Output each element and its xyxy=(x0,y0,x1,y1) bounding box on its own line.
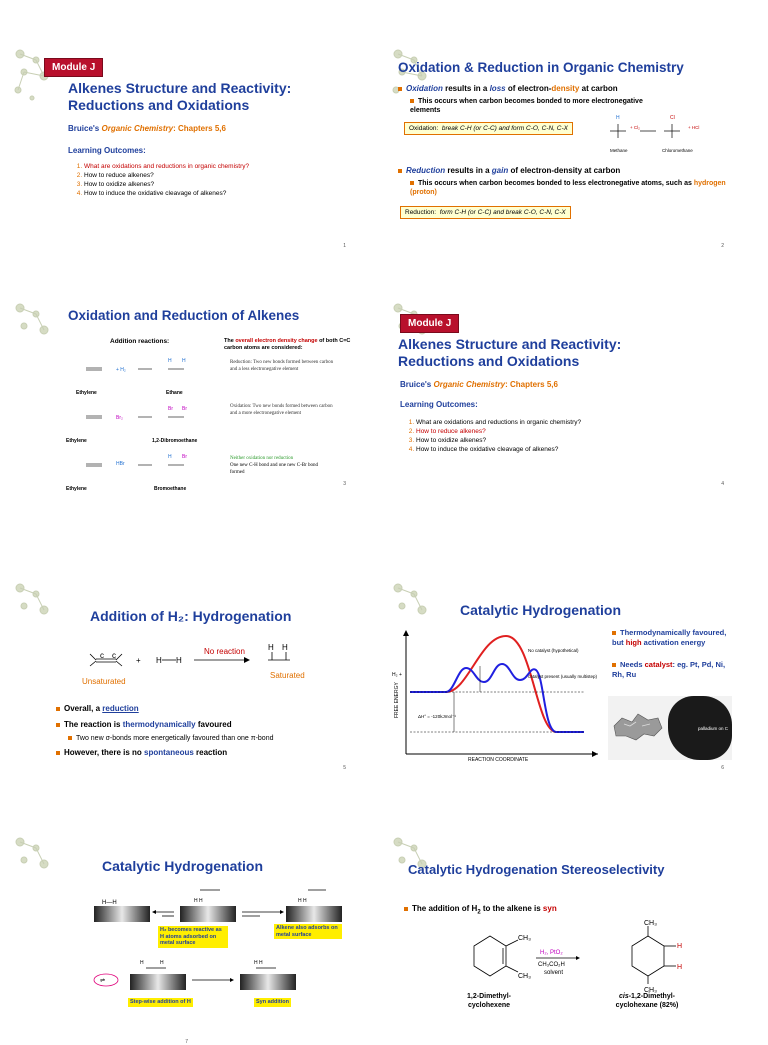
svg-text:c: c xyxy=(100,651,104,660)
slide-title: Catalytic Hydrogenation xyxy=(460,602,622,618)
reduction-sub-bullet: This occurs when carbon becomes bonded to less electronegative atoms, such as hydrogen (proton) xyxy=(410,180,726,196)
oxidation-definition-box: Oxidation: break C-H (or C-C) and form C-O, C-N, C-X xyxy=(404,122,573,135)
no-catalyst-label: No catalyst (hypothetical) xyxy=(528,648,579,653)
svg-text:Br: Br xyxy=(168,406,173,412)
sigma-pi-sub-bullet: Two new σ-bonds more energetically favoured than one π-bond xyxy=(68,734,274,744)
reduction-bullet: Overall, a reduction xyxy=(56,704,139,714)
slide-title: Catalytic Hydrogenation Stereoselectivity xyxy=(408,862,665,877)
svg-text:+ HCl: + HCl xyxy=(688,125,700,130)
ch3-label: CH₃ xyxy=(644,987,657,994)
module-badge: Module J xyxy=(400,314,459,333)
product-name: cis-1,2-Dimethyl- cyclohexane (82%) xyxy=(615,993,679,1009)
svg-text:+ Cl₂: + Cl₂ xyxy=(630,125,640,130)
neither-detail: One new C-H bond and one new C-Br bond formed xyxy=(230,463,319,475)
title-line-2: Reductions and Oxidations xyxy=(68,97,250,113)
ch3-label: CH₃ xyxy=(518,935,531,942)
learning-outcomes-heading: Learning Outcomes: xyxy=(400,400,478,409)
thermodynamic-bullet: The reaction is thermodynamically favoured xyxy=(56,720,232,730)
alkene-adsorption-note: Alkene also adsorbs on metal surface xyxy=(274,924,342,939)
svg-text:Br: Br xyxy=(182,406,187,412)
svg-text:H H: H H xyxy=(298,898,307,904)
svg-text:⇌: ⇌ xyxy=(100,978,106,984)
solvent-label: solvent xyxy=(544,970,564,976)
photo-label: palladium on C xyxy=(697,726,728,731)
outcome-item: 4. How to induce the oxidative cleavage of alkenes? xyxy=(416,445,581,454)
thermodynamic-bullet: Thermodynamically favoured, but high activation energy xyxy=(612,628,727,647)
metal-chunk-image xyxy=(608,696,668,760)
slide-title xyxy=(68,80,291,114)
reduction-link[interactable]: reduction xyxy=(102,704,139,713)
svg-text:H: H xyxy=(160,960,164,966)
oxidation-note: Oxidation: Two new bonds formed between carbon and a more electronegative element xyxy=(230,404,333,416)
slide-title: Catalytic Hydrogenation xyxy=(102,858,264,874)
title-line-2: Reductions and Oxidations xyxy=(398,353,580,369)
slide-title: Oxidation & Reduction in Organic Chemistry xyxy=(398,60,684,75)
slide-3 xyxy=(6,296,358,511)
reduction-note: Reduction: Two new bonds formed between carbon and a less electronegative element xyxy=(230,360,334,372)
stepwise-addition-note: Step-wise addition of H xyxy=(130,999,191,1005)
saturated-label: Saturated xyxy=(270,671,305,680)
title-line-1: Alkenes Structure and Reactivity: xyxy=(398,336,622,352)
slide-5 xyxy=(6,576,358,791)
learning-outcomes-list xyxy=(68,162,249,198)
svg-text:H: H xyxy=(616,115,620,121)
y-axis-label: FREE ENERGY xyxy=(394,682,400,718)
module-badge: Module J xyxy=(44,58,103,77)
slide-7 xyxy=(6,830,358,1045)
outcome-item: 1. What are oxidations and reductions in organic chemistry? xyxy=(416,418,581,427)
oxidation-bullet: Oxidation results in a loss of electron-density at carbon xyxy=(398,84,618,94)
slide-1 xyxy=(6,42,358,257)
page-number: 1 xyxy=(343,243,346,249)
hh-molecule: H—H xyxy=(102,900,117,906)
slide-title xyxy=(398,336,621,370)
enthalpy-label: ΔH° = -120kJmol⁻¹ xyxy=(418,714,456,719)
h-label: H xyxy=(677,943,683,950)
svg-text:H: H xyxy=(176,656,182,665)
svg-text:H: H xyxy=(282,643,288,652)
no-reaction-label: No reaction xyxy=(204,647,245,656)
slide-8 xyxy=(384,830,736,1045)
textbook-reference: Bruice's Organic Chemistry: Chapters 5,6 xyxy=(68,124,226,133)
ethylene-label: Ethylene xyxy=(66,486,87,492)
page-number: 7 xyxy=(185,1039,188,1045)
ethane-label: Ethane xyxy=(166,390,183,396)
svg-text:Br₂: Br₂ xyxy=(116,415,123,421)
chloromethane-label: Chloromethane xyxy=(662,148,693,153)
page-number: 4 xyxy=(721,481,724,487)
textbook-reference: Bruice's Organic Chemistry: Chapters 5,6 xyxy=(400,380,558,389)
neither-note: Neither oxidation nor reduction xyxy=(230,456,294,461)
svg-text:+ H₂: + H₂ xyxy=(116,367,126,373)
reduction-bullet: Reduction results in a gain of electron-density at carbon xyxy=(398,166,620,176)
svg-text:H: H xyxy=(182,358,186,364)
svg-text:c: c xyxy=(112,651,116,660)
svg-text:H₂ +: H₂ + xyxy=(392,672,402,678)
catalyst-photo xyxy=(608,696,732,760)
learning-outcomes-list xyxy=(400,418,581,454)
molecule-decoration-icon xyxy=(10,834,80,904)
svg-text:Cl: Cl xyxy=(670,115,675,121)
dibromoethane-label: 1,2-Dibromoethane xyxy=(152,438,198,444)
methane-chlorination-scheme xyxy=(606,110,736,156)
catalyst-bullet: Needs catalyst: eg. Pt, Pd, Ni, Rh, Ru xyxy=(612,660,726,679)
svg-text:Br: Br xyxy=(182,454,187,460)
svg-text:H H: H H xyxy=(194,898,203,904)
learning-outcomes-heading: Learning Outcomes: xyxy=(68,146,146,155)
unsaturated-label: Unsaturated xyxy=(82,677,126,686)
addition-heading: Addition reactions: xyxy=(110,338,170,345)
solvent-label: CH₃CO₂H xyxy=(538,962,565,968)
electron-density-note: The overall electron density change of both C=C carbon atoms are considered: xyxy=(224,338,351,351)
outcome-item: 1. What are oxidations and reductions in organic chemistry? xyxy=(84,162,249,171)
slide-title: Addition of H₂: Hydrogenation xyxy=(90,608,292,624)
h2-adsorption-note: H₂ becomes reactive as H atoms adsorbed on metal surface xyxy=(158,926,228,948)
svg-text:H: H xyxy=(140,960,144,966)
title-line-1: Alkenes Structure and Reactivity: xyxy=(68,80,292,96)
syn-addition-note: Syn addition xyxy=(256,999,289,1005)
svg-text:+: + xyxy=(136,656,141,665)
slide-6 xyxy=(384,576,736,791)
catalyst-present-label: catalyst present (usually multistep) xyxy=(528,674,598,679)
reagent-label: H₂, PtO₂ xyxy=(540,950,563,956)
page-number: 3 xyxy=(343,481,346,487)
page-number: 6 xyxy=(721,765,724,771)
slide-4 xyxy=(384,296,736,511)
svg-text:H H: H H xyxy=(254,960,263,966)
energy-diagram xyxy=(388,630,606,762)
molecule-decoration-icon xyxy=(10,580,80,650)
outcome-item: 4. How to induce the oxidative cleavage of alkenes? xyxy=(84,189,249,198)
outcome-item: 3. How to oxidize alkenes? xyxy=(84,180,249,189)
ethylene-label: Ethylene xyxy=(66,438,87,444)
hydrogenation-equation xyxy=(76,640,326,690)
reactant-name: 1,2-Dimethyl- cyclohexene xyxy=(467,993,511,1009)
page-number: 5 xyxy=(343,765,346,771)
alkene-reactions-scheme xyxy=(66,354,222,494)
svg-text:H: H xyxy=(168,358,172,364)
x-axis-label: REACTION COORDINATE xyxy=(468,757,529,763)
ch3-label: CH₃ xyxy=(518,973,531,980)
bromoethane-label: Bromoethane xyxy=(154,486,187,492)
svg-text:HBr: HBr xyxy=(116,461,125,467)
syn-bullet: The addition of $H_2$ to the alkene is syn xyxy=(404,904,557,918)
svg-text:H: H xyxy=(268,643,274,652)
svg-text:H: H xyxy=(156,656,162,665)
slide-2 xyxy=(384,42,736,257)
spontaneous-bullet: However, there is no spontaneous reaction xyxy=(56,748,227,758)
oxidation-sub-bullet: This occurs when carbon becomes bonded to more electronegative elements xyxy=(410,98,643,114)
h-label: H xyxy=(677,964,683,971)
slide-title: Oxidation and Reduction of Alkenes xyxy=(68,308,300,323)
page-number: 2 xyxy=(721,243,724,249)
methane-label: Methane xyxy=(610,148,628,153)
reduction-definition-box: Reduction: form C-H (or C-C) and break C-O, C-N, C-X xyxy=(400,206,571,219)
outcome-item: 2. How to reduce alkenes? xyxy=(84,171,249,180)
svg-text:H: H xyxy=(168,454,172,460)
ch3-label: CH₃ xyxy=(644,920,657,927)
outcome-item: 2. How to reduce alkenes? xyxy=(416,427,581,436)
surface-mechanism xyxy=(90,884,352,1016)
ethylene-label: Ethylene xyxy=(76,390,97,396)
outcome-item: 3. How to oxidize alkenes? xyxy=(416,436,581,445)
